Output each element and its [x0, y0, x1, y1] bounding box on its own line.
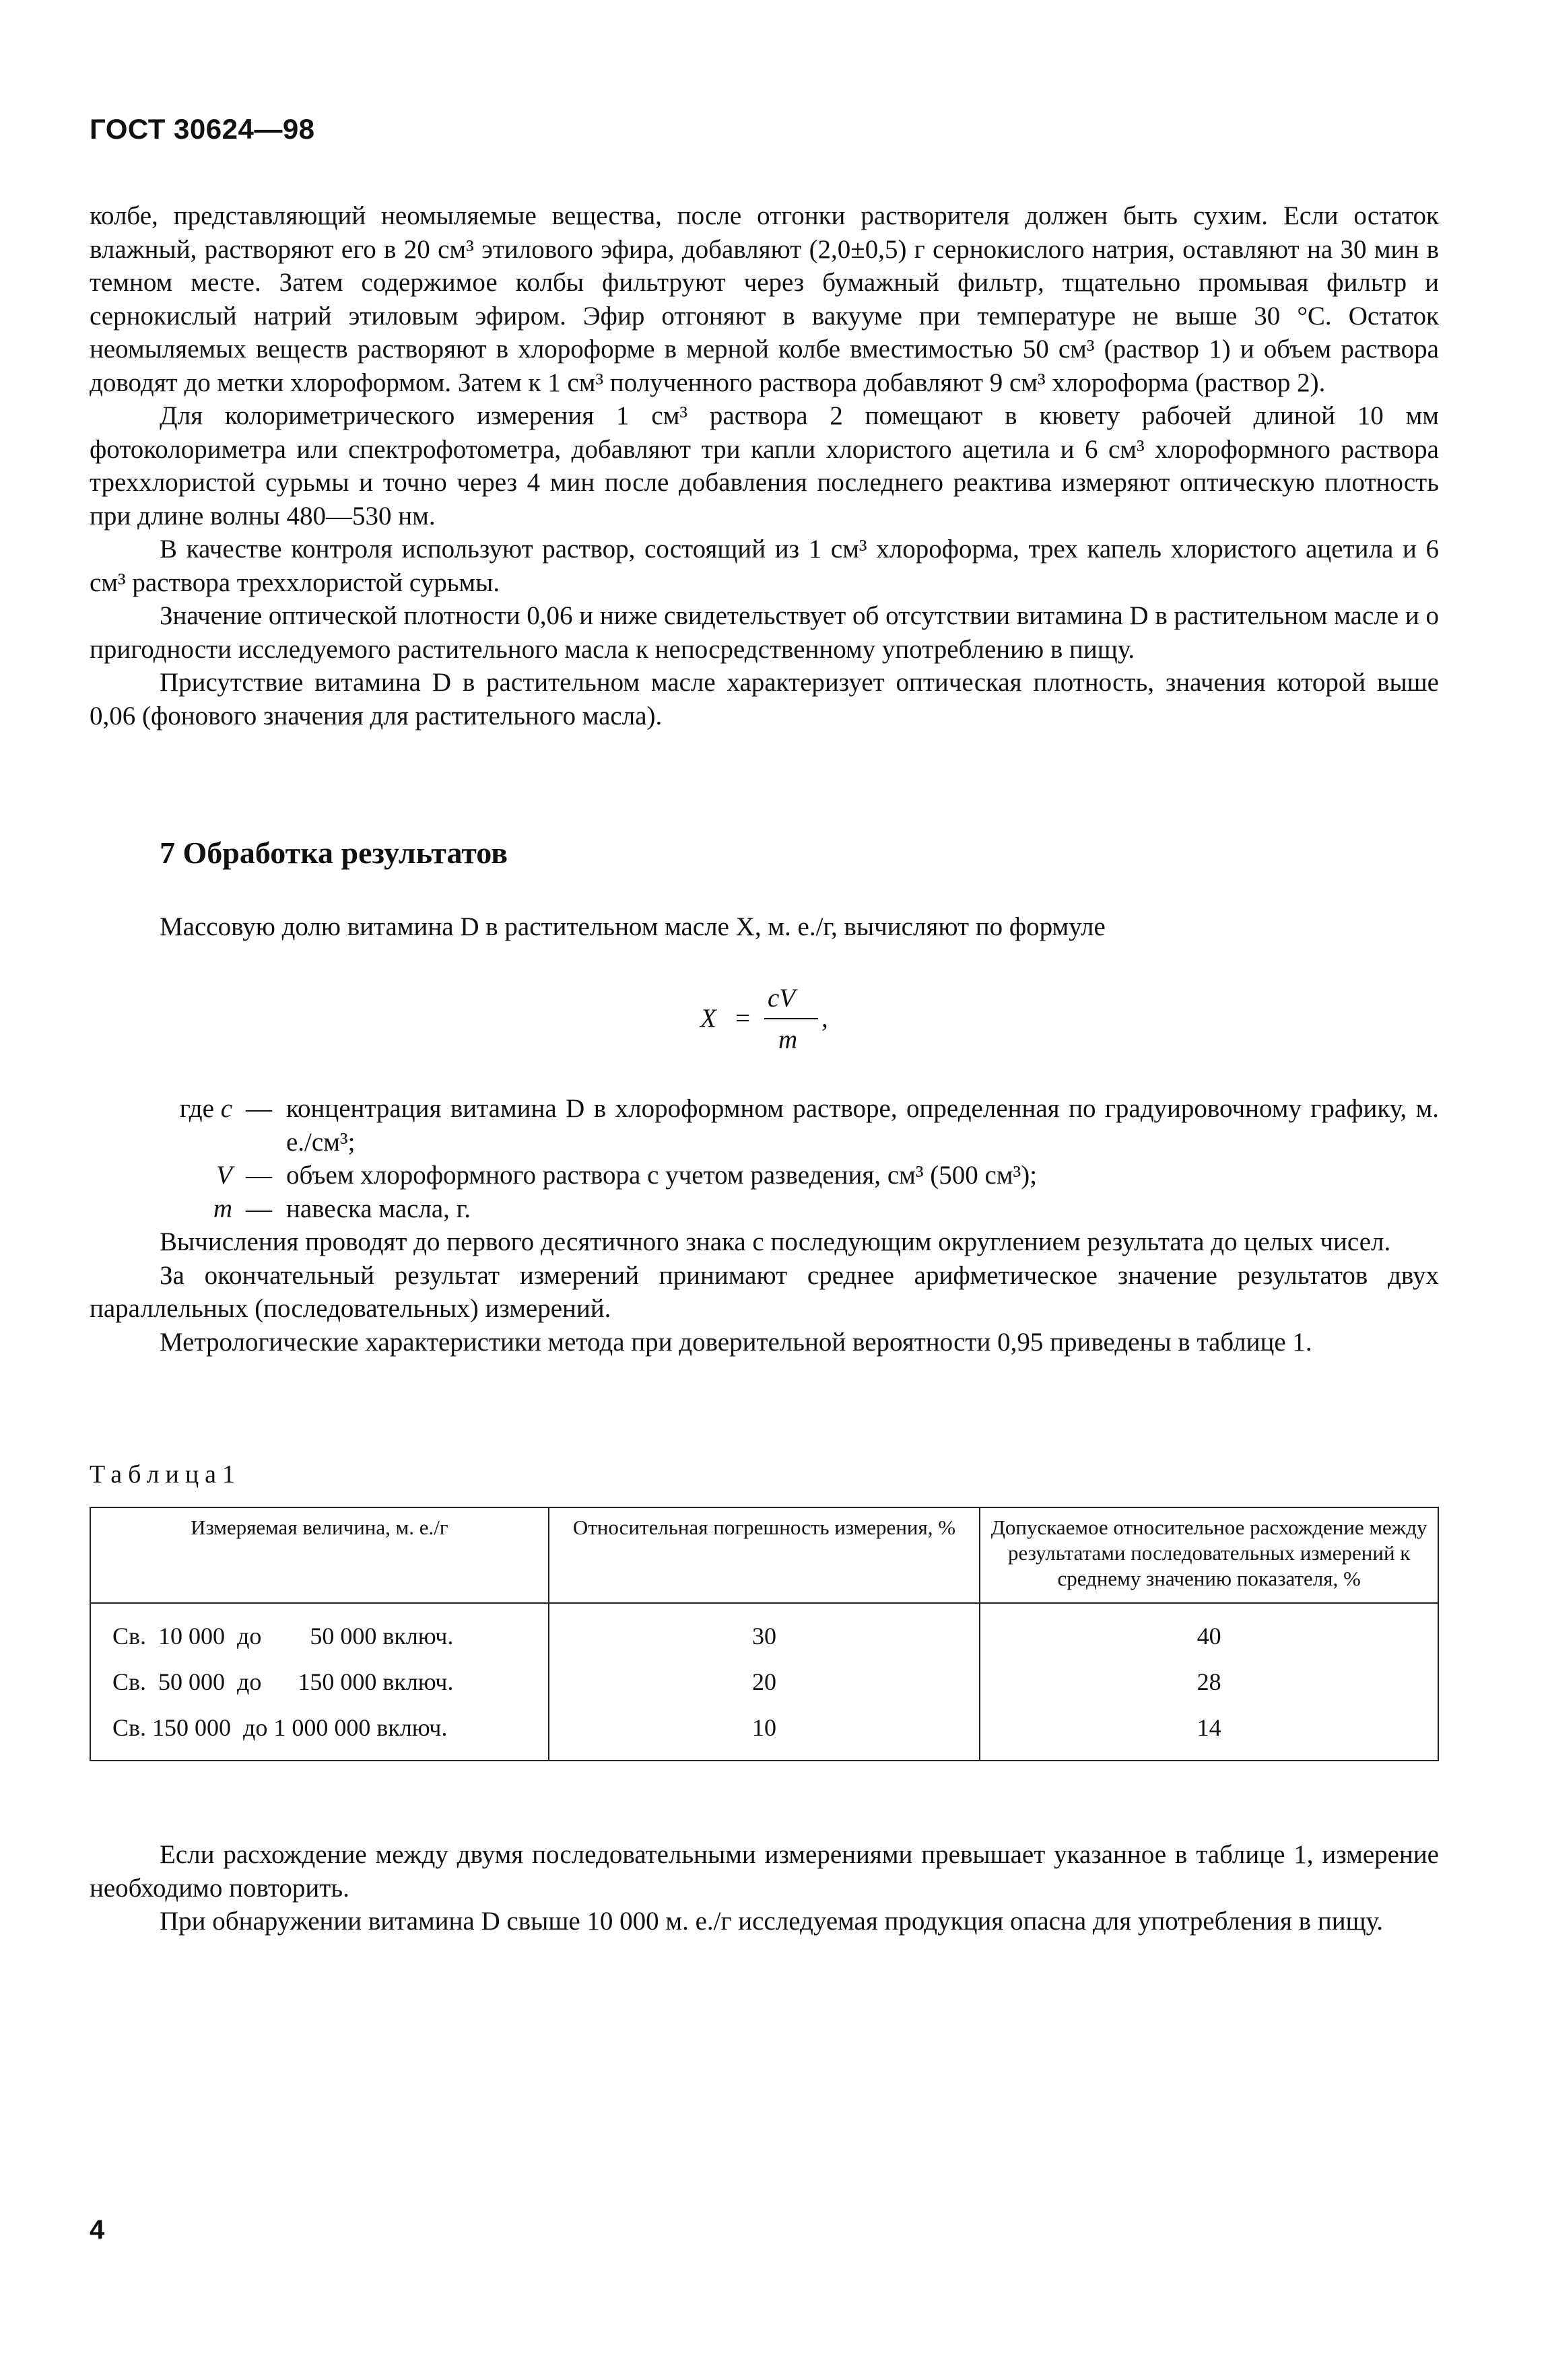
formula-lhs: X [700, 1004, 716, 1033]
fraction-bar [764, 1018, 818, 1019]
table-header-cell: Измеряемая величина, м. е./г [90, 1507, 549, 1603]
paragraph: Значение оптической плотности 0,06 и ниже свидетельствует об отсутствии витамина D в растительном масле и о пригодности исследуемого растительного масла к непосредственному употреблению в пищу. [90, 601, 1439, 664]
symbol-m: m [213, 1194, 232, 1223]
document-header: ГОСТ 30624—98 [90, 113, 315, 145]
definition-text: навеска масла, г. [286, 1194, 471, 1223]
definition-text: концентрация витамина D в хлороформном растворе, определенная по градуировочному графику, м. е./см³; [286, 1094, 1439, 1157]
where-lead: где [179, 1094, 214, 1123]
body-text-bottom [90, 1838, 1439, 1938]
symbol-c: c [220, 1094, 232, 1123]
table-header-row [90, 1507, 1438, 1603]
paragraph: Метрологические характеристики метода при доверительной вероятности 0,95 приведены в таблице 1. [160, 1327, 1312, 1357]
formula-intro [90, 910, 1439, 944]
dash: — [246, 1094, 272, 1123]
section-title: 7 Обработка результатов [160, 836, 508, 870]
body-text-mid [90, 1225, 1439, 1359]
table-cell: Св. 10 000 до 50 000 включ. [90, 1603, 549, 1659]
table-cell: 28 [980, 1659, 1438, 1705]
table-header-cell: Относительная погрешность измерения, % [549, 1507, 980, 1603]
page-number: 4 [90, 2215, 105, 2245]
data-table [90, 1507, 1439, 1761]
dash: — [246, 1194, 272, 1223]
table-cell: 10 [549, 1705, 980, 1761]
definition-row [160, 1092, 1439, 1159]
table-row [90, 1603, 1438, 1659]
paragraph: Вычисления проводят до первого десятичного знака с последующим округлением результата до целых чисел. [160, 1227, 1391, 1256]
definition-symbol [160, 1159, 232, 1192]
formula-denominator: m [778, 1025, 798, 1054]
paragraph: При обнаружении витамина D свыше 10 000 м. е./г исследуемая продукция опасна для употребления в пищу. [160, 1907, 1383, 1936]
definition-symbol [160, 1192, 232, 1226]
table-cell: 40 [980, 1603, 1438, 1659]
paragraph: Если расхождение между двумя последовательными измерениями превышает указанное в таблице 1, измерение необходимо повторить. [90, 1840, 1439, 1903]
table-row [90, 1705, 1438, 1761]
table-cell: Св. 50 000 до 150 000 включ. [90, 1659, 549, 1705]
formula-equals: = [735, 1004, 750, 1033]
table-header-cell: Допускаемое относительное расхождение между результатами последовательных измерений к среднему значению показателя, % [980, 1507, 1438, 1603]
definition-text: объем хлороформного раствора с учетом разведения, см³ (500 см³); [286, 1161, 1038, 1190]
table-cell: Св. 150 000 до 1 000 000 включ. [90, 1705, 549, 1761]
symbol-v: V [216, 1161, 232, 1190]
definition-row [160, 1159, 1439, 1192]
paragraph: колбе, представляющий неомыляемые вещества, после отгонки растворителя должен быть сухим. Если остаток влажный, растворяют его в 20 см³ этилового эфира, добавляют (2,0±0,5) г сернокислого натрия, оставляют на 30 мин в темном месте. Затем содержимое колбы фильтруют через бумажный фильтр, тщательно промывая фильтр и сернокислый натрий этиловым эфиром. Эфир отгоняют в вакууме при температуре не выше 30 °С. Остаток неомыляемых веществ растворяют в хлороформе в мерной колбе вместимостью 50 см³ (раствор 1) и объем раствора доводят до метки хлороформом. Затем к 1 см³ полученного раствора добавляют 9 см³ хлороформа (раствор 2). [90, 201, 1439, 397]
table-cell: 14 [980, 1705, 1438, 1761]
variable-definitions [160, 1092, 1439, 1225]
body-text-top [90, 199, 1439, 733]
table-row [90, 1659, 1438, 1705]
definition-row [160, 1192, 1439, 1226]
definition-symbol [160, 1092, 232, 1126]
formula [700, 983, 862, 1064]
paragraph: Присутствие витамина D в растительном масле характеризует оптическая плотность, значения которой выше 0,06 (фонового значения для растительного масла). [90, 668, 1439, 730]
paragraph: За окончательный результат измерений принимают среднее арифметическое значение результатов двух параллельных (последовательных) измерений. [90, 1260, 1439, 1323]
dash: — [246, 1161, 272, 1190]
paragraph: Для колориметрического измерения 1 см³ раствора 2 помещают в кювету рабочей длиной 10 мм фотоколориметра или спектрофотометра, добавляют три капли хлористого ацетила и 6 см³ хлороформного раствора треххлористой сурьмы и точно через 4 мин после добавления последнего реактива измеряют оптическую плотность при длине волны 480—530 нм. [90, 401, 1439, 531]
formula-comma: , [821, 1004, 828, 1033]
paragraph: В качестве контроля используют раствор, состоящий из 1 см³ хлороформа, трех капель хлористого ацетила и 6 см³ раствора треххлористой сурьмы. [90, 535, 1439, 597]
table-caption: Таблица1 [90, 1460, 242, 1489]
table-cell: 20 [549, 1659, 980, 1705]
table-cell: 30 [549, 1603, 980, 1659]
formula-numerator: cV [768, 984, 796, 1013]
paragraph: Массовую долю витамина D в растительном масле X, м. е./г, вычисляют по формуле [160, 912, 1106, 941]
